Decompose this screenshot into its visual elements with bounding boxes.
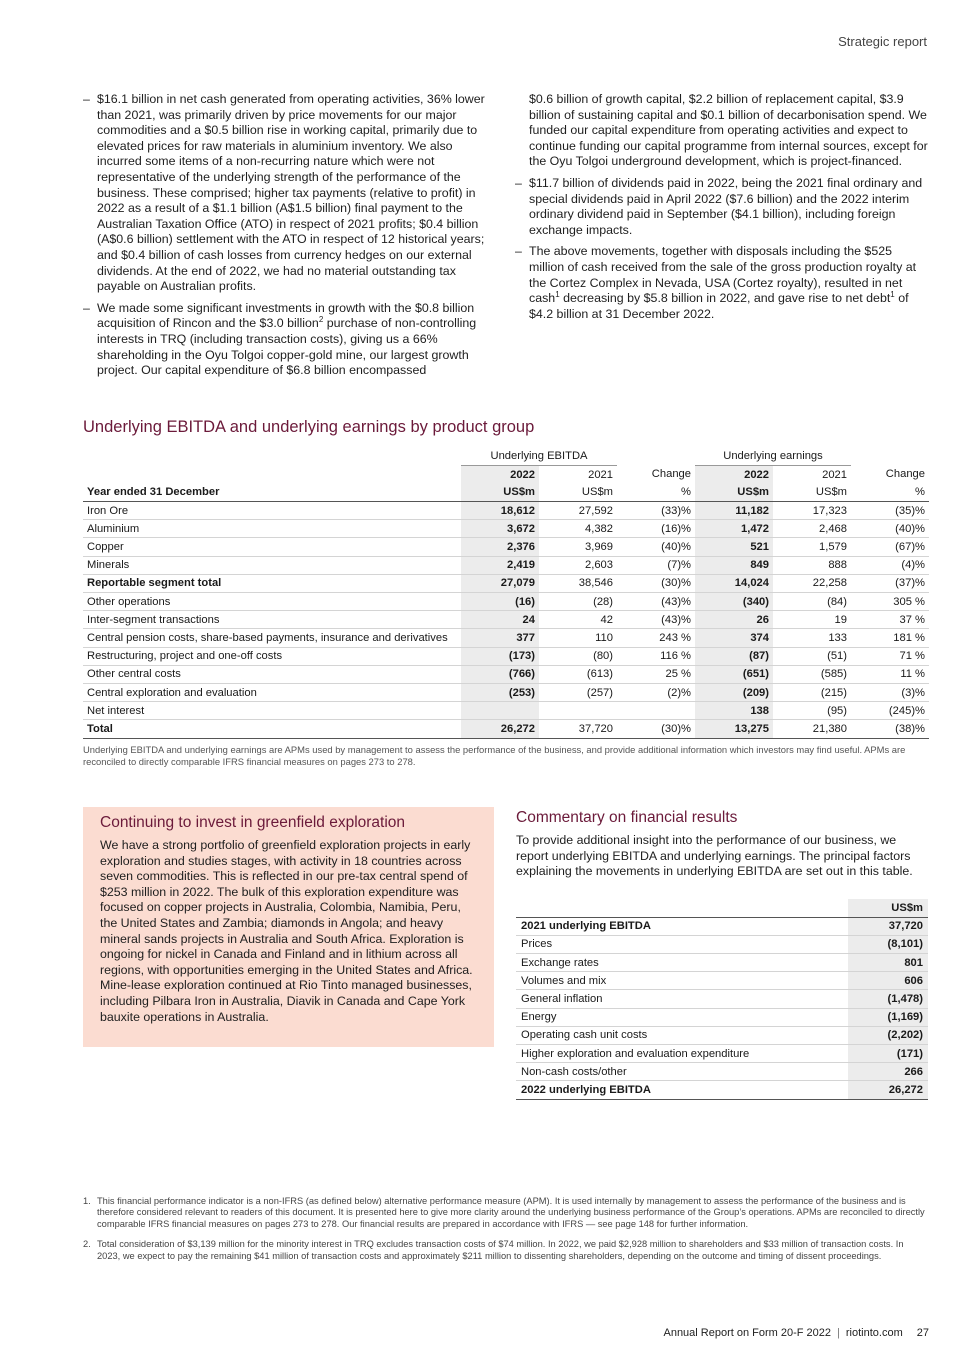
table-row	[83, 556, 929, 574]
table-cell: 24	[461, 611, 539, 629]
table-note: Underlying EBITDA and underlying earnings are APMs used by management to assess the performance of the business, and provide additional information which investors may find useful. APMs are reconciled to directly comparable IFRS financial measures on pages 273 to 278.	[83, 744, 906, 767]
bridge-label: Non-cash costs/other	[516, 1063, 848, 1081]
bridge-label: Volumes and mix	[516, 972, 848, 990]
table-cell: (245)%	[851, 702, 929, 720]
table-cell: 3,672	[461, 520, 539, 538]
bullet-text: $0.6 billion of growth capital, $2.2 billion of replacement capital, $3.9 billion of sustaining capital and $0.1 billion of decarbonisation spend. We funded our capital expenditure from operating activities and expect to continue funding our capital programme from internal sources, except for the Oyu Tolgoi underground development, which is project-financed.	[529, 92, 928, 169]
table-cell: 27,079	[461, 574, 539, 592]
table-cell: 22,258	[773, 574, 851, 592]
row-label: Minerals	[83, 556, 461, 574]
table-cell: (35)%	[851, 502, 929, 520]
table-row	[83, 593, 929, 611]
table-row	[83, 611, 929, 629]
table-cell: 14,024	[695, 574, 773, 592]
bullet-dash: –	[515, 244, 522, 259]
footer-report-title: Annual Report on Form 20-F 2022	[663, 1327, 832, 1339]
row-label: Iron Ore	[83, 502, 461, 520]
callout-body: We have a strong portfolio of greenfield exploration projects in early exploration and studies stages, with activity in 18 countries across seven commodities. This is reflected in our pre-tax central spend of $253 million in 2022. The bulk of this exploration expenditure was focused on copper projects in Australia, Colombia, Namibia, Peru, the United States and Zambia; diamonds in Angola; and heavy mineral sands projects in Australia and South Africa. Exploration is ongoing for nickel in Canada and Finland and in lithium across all regions, with opportunities emerging in the United States and Africa. Mine-lease exploration continued at Rio Tinto managed businesses, including Pilbara Iron in Australia, Diavik in Canada and Cape York bauxite operations in Australia.	[100, 838, 473, 1024]
ebitda-table-body	[83, 502, 929, 738]
table-cell: (16)%	[617, 520, 695, 538]
row-label: Reportable segment total	[83, 574, 461, 592]
table-cell: 888	[773, 556, 851, 574]
footnote-number: 2.	[83, 1239, 91, 1250]
bullet-text: The above movements, together with disposals including the $525 million of cash received from the sale of the gross production royalty at the Cortez Complex in Nevada, USA (Cortez royalty), resulted in net cash	[529, 244, 917, 306]
bullet-text: decreasing by $5.8 billion in 2022, and gave rise to net debt	[559, 291, 891, 306]
table-cell: (51)	[773, 647, 851, 665]
bullet-dash: –	[515, 175, 522, 190]
row-label: Copper	[83, 538, 461, 556]
col-unit: US$m	[695, 483, 773, 501]
footnote-number: 1.	[83, 1196, 91, 1206]
bullet-dash: –	[83, 300, 90, 315]
table-cell: (209)	[695, 683, 773, 701]
table-cell: 1,579	[773, 538, 851, 556]
table-cell: 11,182	[695, 502, 773, 520]
footnote-1	[83, 1196, 929, 1230]
table-cell: 21,380	[773, 720, 851, 738]
bridge-value: 606	[848, 972, 928, 990]
table-cell: (40)%	[851, 520, 929, 538]
row-label: Other operations	[83, 593, 461, 611]
bridge-value: (8,101)	[848, 935, 928, 953]
commentary-title: Commentary on financial results	[516, 809, 738, 826]
table-cell: 18,612	[461, 502, 539, 520]
table-cell: 377	[461, 629, 539, 647]
col-header: Change	[651, 468, 691, 481]
page-footer	[663, 1327, 929, 1339]
table-cell: (95)	[773, 702, 851, 720]
table-cell: 27,592	[539, 502, 617, 520]
bridge-row	[516, 917, 928, 935]
exploration-callout	[83, 807, 494, 1047]
row-label: Central pension costs, share-based payments, insurance and derivatives	[83, 629, 461, 647]
table-cell: 138	[695, 702, 773, 720]
footnote-text: This financial performance indicator is a non-IFRS (as defined below) alternative performance measure (APM). It is used internally by management to assess the performance of the business and is therefore considered relevant to readers of this document. It is presented here to give more clarity around the underlying business performance of the Group’s operations. APMs are reconciled to directly comparable IFRS financial measures on pages 273 to 278. Our financial results are prepared in accordance with IFRS — see page 148 for further information.	[97, 1196, 925, 1229]
col-unit: %	[851, 483, 929, 501]
bridge-label: 2022 underlying EBITDA	[516, 1081, 848, 1099]
footnote-text: Total consideration of $3,139 million for the minority interest in TRQ excludes transaction costs of $74 million. In 2022, we paid $2,928 million to shareholders and $33 million of transaction costs. In 2023, we expect to pay the remaining $41 million of transaction costs and approximately $211 million to dissenting shareholders, depending on the outcome and timing of dissent proceedings.	[97, 1239, 904, 1261]
table-cell: 26	[695, 611, 773, 629]
bridge-label: Exchange rates	[516, 954, 848, 972]
footnote-ref: 1	[555, 290, 560, 299]
table-cell: 38,546	[539, 574, 617, 592]
table-cell: (43)%	[617, 593, 695, 611]
row-label: Aluminium	[83, 520, 461, 538]
bridge-value: 266	[848, 1063, 928, 1081]
table-cell: (28)	[539, 593, 617, 611]
col-unit: US$m	[773, 483, 851, 501]
table-year-header	[83, 465, 929, 483]
table-cell: 243 %	[617, 629, 695, 647]
table-cell: (253)	[461, 683, 539, 701]
table-row	[83, 665, 929, 683]
table-cell: (80)	[539, 647, 617, 665]
table-cell: (215)	[773, 683, 851, 701]
table-cell: 4,382	[539, 520, 617, 538]
table-cell: 37 %	[851, 611, 929, 629]
bridge-body	[516, 917, 928, 1099]
bridge-value: (1,169)	[848, 1008, 928, 1026]
table-row	[83, 647, 929, 665]
table-cell: (173)	[461, 647, 539, 665]
bullet-movements	[515, 244, 928, 322]
footnote-ref: 1	[890, 290, 895, 299]
table-group-header	[83, 447, 929, 465]
table-cell: 37,720	[539, 720, 617, 738]
table-cell: 1,472	[695, 520, 773, 538]
bridge-row	[516, 935, 928, 953]
table-cell	[461, 702, 539, 720]
table-cell: (30)%	[617, 574, 695, 592]
table-cell: 305 %	[851, 593, 929, 611]
ebitda-table-title: Underlying EBITDA and underlying earnings by product group	[83, 418, 535, 436]
table-cell: (40)%	[617, 538, 695, 556]
table-cell: 17,323	[773, 502, 851, 520]
table-cell: (37)%	[851, 574, 929, 592]
bridge-label: General inflation	[516, 990, 848, 1008]
row-label: Inter-segment transactions	[83, 611, 461, 629]
table-cell: (3)%	[851, 683, 929, 701]
row-label-header: Year ended 31 December	[83, 483, 461, 501]
bridge-label: Higher exploration and evaluation expenditure	[516, 1045, 848, 1063]
bridge-value: (1,478)	[848, 990, 928, 1008]
table-cell: 849	[695, 556, 773, 574]
table-cell: (340)	[695, 593, 773, 611]
table-cell: (33)%	[617, 502, 695, 520]
ebitda-bridge-table	[516, 899, 928, 1100]
table-cell: 11 %	[851, 665, 929, 683]
bullet-investments	[83, 301, 493, 379]
table-cell: 19	[773, 611, 851, 629]
commentary-body: To provide additional insight into the performance of our business, we report underlying EBITDA and underlying earnings. The principal factors explaining the movements in underlying EBITDA are set out in this table.	[516, 833, 913, 879]
table-cell: (2)%	[617, 683, 695, 701]
col-header: 2022	[695, 465, 773, 483]
table-cell: (84)	[773, 593, 851, 611]
table-cell: (38)%	[851, 720, 929, 738]
table-cell: 25 %	[617, 665, 695, 683]
bullet-operating-cash	[83, 92, 493, 295]
bridge-row	[516, 1008, 928, 1026]
bridge-row	[516, 1045, 928, 1063]
col-header: 2021	[822, 468, 847, 481]
bridge-row	[516, 972, 928, 990]
table-cell: 133	[773, 629, 851, 647]
table-cell: 110	[539, 629, 617, 647]
table-cell: (7)%	[617, 556, 695, 574]
table-row	[83, 702, 929, 720]
table-row	[83, 720, 929, 738]
bullet-text: $11.7 billion of dividends paid in 2022, being the 2021 final ordinary and special dividends paid in April 2022 ($7.6 billion) and the 2022 interim ordinary dividend paid in September ($4.1 billion), including foreign exchange impacts.	[529, 175, 923, 237]
left-column	[83, 92, 493, 385]
row-label: Net interest	[83, 702, 461, 720]
bridge-row	[516, 1026, 928, 1044]
footer-site-link[interactable]: riotinto.com	[845, 1327, 903, 1339]
row-label: Restructuring, project and one-off costs	[83, 647, 461, 665]
bridge-label: Energy	[516, 1008, 848, 1026]
bridge-value: 801	[848, 954, 928, 972]
table-cell: (87)	[695, 647, 773, 665]
col-header: 2022	[461, 465, 539, 483]
bullet-text: $16.1 billion in net cash generated from operating activities, 36% lower than 2021, was primarily driven by price movements for our major commodities and a $0.5 billion rise in working capital, primarily due to elevated prices for raw materials in aluminium inventory. We also incurred some items of a non-recurring nature which were not representative of the underlying strength of the performance of the business. These comprised; higher tax payments (relative to profit) in 2022 as a result of a $1.1 billion (A$1.5 billion) final payment to the Australian Taxation Office (ATO) in respect of 2021 profits; $0.4 billion (A$0.6 billion) settlement with the ATO in respect of 12 historical years; and $0.4 billion of cash losses from currency hedges on our external dividends. At the end of 2022, we had no material outstanding tax payable on Australian profits.	[97, 92, 485, 294]
section-label: Strategic report	[838, 34, 927, 49]
bridge-value: 26,272	[848, 1081, 928, 1099]
bridge-row	[516, 990, 928, 1008]
bridge-value: (2,202)	[848, 1026, 928, 1044]
bridge-unit: US$m	[848, 899, 928, 917]
row-label: Central exploration and evaluation	[83, 683, 461, 701]
table-row	[83, 629, 929, 647]
row-label: Total	[83, 720, 461, 738]
bridge-value: 37,720	[848, 917, 928, 935]
table-cell: (4)%	[851, 556, 929, 574]
group-underlying-ebitda: Underlying EBITDA	[461, 447, 617, 465]
table-row	[83, 574, 929, 592]
bullet-dash: –	[83, 92, 90, 106]
right-column	[515, 92, 928, 328]
table-cell: (766)	[461, 665, 539, 683]
bridge-label: Operating cash unit costs	[516, 1026, 848, 1044]
table-cell: (67)%	[851, 538, 929, 556]
table-cell: 26,272	[461, 720, 539, 738]
table-cell: (613)	[539, 665, 617, 683]
bridge-row	[516, 954, 928, 972]
group-underlying-earnings: Underlying earnings	[695, 447, 851, 465]
table-cell: 116 %	[617, 647, 695, 665]
commentary-section	[516, 809, 928, 880]
bullet-text: of $4.2 billion at 31 December 2022.	[529, 291, 909, 321]
table-cell: (43)%	[617, 611, 695, 629]
table-cell: 2,376	[461, 538, 539, 556]
table-row	[83, 520, 929, 538]
table-cell: 2,419	[461, 556, 539, 574]
table-cell: 2,468	[773, 520, 851, 538]
table-cell: 13,275	[695, 720, 773, 738]
table-row	[83, 538, 929, 556]
bridge-row	[516, 1081, 928, 1099]
bridge-label: Prices	[516, 935, 848, 953]
table-cell	[617, 702, 695, 720]
page-number: 27	[916, 1327, 929, 1339]
footnote-2	[83, 1239, 929, 1262]
table-cell: 3,969	[539, 538, 617, 556]
bridge-row	[516, 1063, 928, 1081]
table-cell: (30)%	[617, 720, 695, 738]
table-row	[83, 683, 929, 701]
bullet-text: purchase of non-controlling interests in TRQ (including transaction costs), giving us a 66% shareholding in the Oyu Tolgoi copper-gold mine, our largest growth project. Our capital expenditure of $6.8 billion encompassed	[97, 316, 477, 378]
table-cell: 521	[695, 538, 773, 556]
col-header: 2021	[588, 468, 613, 481]
table-cell: (651)	[695, 665, 773, 683]
footnotes	[83, 1196, 929, 1271]
bridge-value: (171)	[848, 1045, 928, 1063]
table-cell: (585)	[773, 665, 851, 683]
footnote-ref: 2	[318, 315, 324, 325]
col-header: Change	[885, 468, 925, 481]
table-cell: 2,603	[539, 556, 617, 574]
bullet-text: We made some significant investments in growth with the $0.8 billion acquisition of Rincon and the $3.0 billion	[97, 300, 475, 331]
table-cell	[539, 702, 617, 720]
callout-title: Continuing to invest in greenfield exploration	[100, 814, 406, 831]
ebitda-table	[83, 447, 929, 739]
table-row	[83, 502, 929, 520]
bullet-dividends	[515, 176, 928, 238]
table-unit-header	[83, 483, 929, 501]
col-unit: %	[617, 483, 695, 501]
table-cell: (16)	[461, 593, 539, 611]
table-cell: (257)	[539, 683, 617, 701]
bullet-capex-continuation	[515, 92, 928, 170]
col-unit: US$m	[539, 483, 617, 501]
footer-separator: |	[837, 1327, 840, 1339]
col-unit: US$m	[461, 483, 539, 501]
table-cell: 181 %	[851, 629, 929, 647]
table-cell: 42	[539, 611, 617, 629]
row-label: Other central costs	[83, 665, 461, 683]
bridge-label: 2021 underlying EBITDA	[516, 917, 848, 935]
table-cell: 71 %	[851, 647, 929, 665]
bridge-header	[516, 899, 928, 917]
table-cell: 374	[695, 629, 773, 647]
